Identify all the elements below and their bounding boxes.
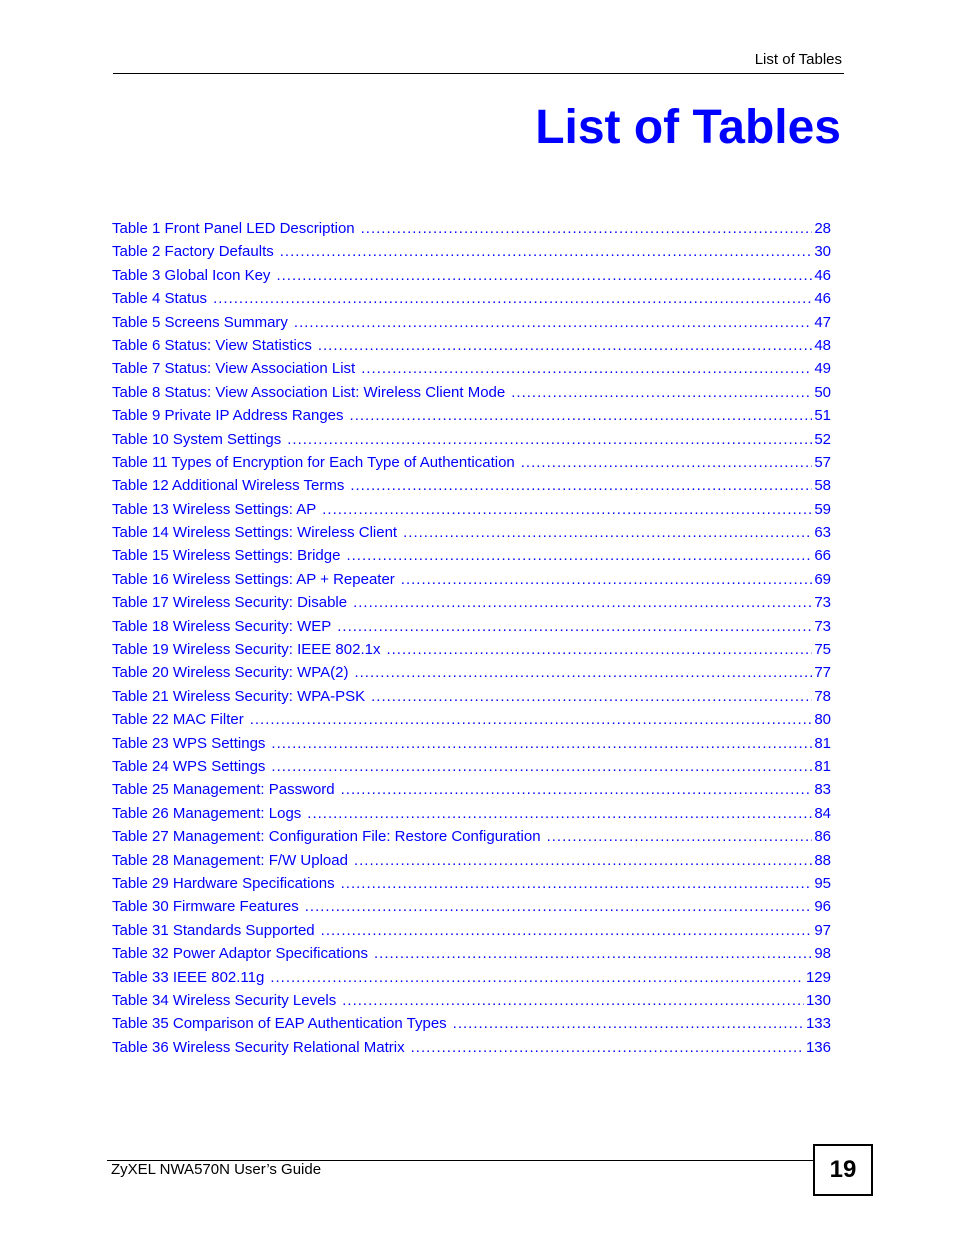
toc-entry-link[interactable] — [112, 544, 831, 567]
toc-entry-page: 83 — [814, 781, 831, 799]
toc-entry-label: Table 21 Wireless Security: WPA-PSK — [112, 687, 366, 705]
toc-dot-leader — [350, 404, 813, 427]
toc-entry-link[interactable] — [112, 498, 831, 521]
toc-dot-leader — [547, 825, 813, 848]
toc-dot-leader — [287, 428, 812, 451]
toc-dot-leader — [374, 942, 812, 965]
toc-entry-label: Table 35 Comparison of EAP Authentication Types — [112, 1015, 447, 1033]
toc-entry-link[interactable] — [112, 521, 831, 544]
toc-entry-label: Table 5 Screens Summary — [112, 313, 288, 331]
toc-entry-label: Table 12 Additional Wireless Terms — [112, 477, 345, 495]
toc-entry-page: 133 — [805, 1015, 831, 1033]
toc-dot-leader — [341, 778, 813, 801]
toc-dot-leader — [270, 966, 804, 989]
toc-entry-label: Table 2 Factory Defaults — [112, 243, 274, 261]
toc-dot-leader — [280, 240, 813, 263]
toc-entry-page: 75 — [814, 641, 831, 659]
toc-dot-leader — [322, 498, 812, 521]
toc-entry-page: 136 — [805, 1038, 831, 1056]
toc-entry-page: 50 — [814, 383, 831, 401]
toc-entry-label: Table 23 WPS Settings — [112, 734, 266, 752]
toc-dot-leader — [250, 708, 813, 731]
toc-entry-label: Table 7 Status: View Association List — [112, 360, 356, 378]
toc-dot-leader — [350, 474, 812, 497]
toc-entry-page: 97 — [814, 921, 831, 939]
toc-entry-label: Table 36 Wireless Security Relational Matrix — [112, 1038, 405, 1056]
toc-dot-leader — [294, 311, 812, 334]
toc-entry-label: Table 15 Wireless Settings: Bridge — [112, 547, 341, 565]
toc-entry-page: 66 — [814, 547, 831, 565]
toc-entry-link[interactable] — [112, 919, 831, 942]
toc-dot-leader — [386, 638, 812, 661]
toc-dot-leader — [411, 1036, 804, 1059]
toc-entry-label: Table 26 Management: Logs — [112, 804, 302, 822]
toc-entry-link[interactable] — [112, 1036, 831, 1059]
toc-entry-label: Table 18 Wireless Security: WEP — [112, 617, 332, 635]
toc-entry-page: 77 — [814, 664, 831, 682]
toc-entry-link[interactable] — [112, 708, 831, 731]
toc-entry-label: Table 11 Types of Encryption for Each Type of Authentication — [112, 453, 515, 471]
toc-entry-label: Table 28 Management: F/W Upload — [112, 851, 348, 869]
toc-entry-label: Table 16 Wireless Settings: AP + Repeater — [112, 570, 395, 588]
toc-entry-page: 78 — [814, 687, 831, 705]
toc-entry-label: Table 8 Status: View Association List: Wireless Client Mode — [112, 383, 506, 401]
toc-entry-link[interactable] — [112, 825, 831, 848]
toc-entry-page: 63 — [814, 524, 831, 542]
toc-entry-link[interactable] — [112, 732, 831, 755]
toc-entry-link[interactable] — [112, 240, 831, 263]
toc-dot-leader — [353, 591, 812, 614]
toc-entry-page: 46 — [814, 290, 831, 308]
toc-entry-label: Table 14 Wireless Settings: Wireless Client — [112, 524, 398, 542]
toc-entry-page: 73 — [814, 594, 831, 612]
toc-dot-leader — [342, 989, 804, 1012]
toc-entry-page: 48 — [814, 336, 831, 354]
toc-entry-link[interactable] — [112, 685, 831, 708]
running-header: List of Tables — [754, 51, 842, 68]
toc-entry-link[interactable] — [112, 802, 831, 825]
toc-entry-link[interactable] — [112, 638, 831, 661]
toc-dot-leader — [361, 217, 813, 240]
toc-entry-page: 28 — [814, 220, 831, 237]
toc-entry-label: Table 9 Private IP Address Ranges — [112, 407, 344, 425]
toc-entry-page: 51 — [814, 407, 831, 425]
toc-dot-leader — [213, 287, 812, 310]
toc-entry-page: 81 — [814, 734, 831, 752]
toc-entry-label: Table 3 Global Icon Key — [112, 266, 271, 284]
header-divider — [113, 73, 844, 74]
toc-entry-page: 52 — [814, 430, 831, 448]
toc-entry-page: 130 — [805, 991, 831, 1009]
toc-entry-label: Table 24 WPS Settings — [112, 757, 266, 775]
toc-dot-leader — [371, 685, 812, 708]
toc-entry-page: 96 — [814, 898, 831, 916]
toc-entry-page: 47 — [814, 313, 831, 331]
toc-dot-leader — [271, 732, 812, 755]
toc-entry-link[interactable] — [112, 287, 831, 310]
toc-dot-leader — [354, 661, 812, 684]
toc-entry-label: Table 34 Wireless Security Levels — [112, 991, 337, 1009]
toc-entry-label: Table 1 Front Panel LED Description — [112, 220, 355, 237]
toc-entry-page: 57 — [814, 453, 831, 471]
toc-entry-label: Table 33 IEEE 802.11g — [112, 968, 265, 986]
toc-entry-link[interactable] — [112, 334, 831, 357]
toc-entry-link[interactable] — [112, 381, 831, 404]
toc-entry-label: Table 19 Wireless Security: IEEE 802.1x — [112, 641, 381, 659]
toc-entry-page: 73 — [814, 617, 831, 635]
toc-entry-link[interactable] — [112, 989, 831, 1012]
toc-entry-label: Table 10 System Settings — [112, 430, 282, 448]
toc-entry-label: Table 4 Status — [112, 290, 208, 308]
toc-entry-label: Table 6 Status: View Statistics — [112, 336, 312, 354]
toc-entry-page: 46 — [814, 266, 831, 284]
toc-entry-link[interactable] — [112, 895, 831, 918]
toc-entry-link[interactable] — [112, 966, 831, 989]
toc-entry-page: 98 — [814, 945, 831, 963]
toc-dot-leader — [453, 1012, 804, 1035]
toc-entry-page: 58 — [814, 477, 831, 495]
toc-entry-label: Table 20 Wireless Security: WPA(2) — [112, 664, 349, 682]
toc-entry-link[interactable] — [112, 568, 831, 591]
toc-dot-leader — [321, 919, 813, 942]
toc-entry-label: Table 17 Wireless Security: Disable — [112, 594, 348, 612]
toc-dot-leader — [307, 802, 812, 825]
toc-entry-page: 69 — [814, 570, 831, 588]
toc-dot-leader — [341, 872, 813, 895]
toc-dot-leader — [511, 381, 812, 404]
toc-dot-leader — [271, 755, 812, 778]
toc-entry-label: Table 13 Wireless Settings: AP — [112, 500, 317, 518]
toc-entry-label: Table 27 Management: Configuration File: Restore Configuration — [112, 828, 541, 846]
toc-dot-leader — [403, 521, 812, 544]
toc-entry-link[interactable] — [112, 1012, 831, 1035]
toc-dot-leader — [346, 544, 812, 567]
toc-entry-page: 81 — [814, 757, 831, 775]
toc-entry-page: 49 — [814, 360, 831, 378]
toc-dot-leader — [354, 849, 812, 872]
toc-entry-link[interactable] — [112, 311, 831, 334]
toc-entry-link[interactable] — [112, 404, 831, 427]
toc-entry-link[interactable] — [112, 849, 831, 872]
toc-entry-page: 88 — [814, 851, 831, 869]
toc-entry-link[interactable] — [112, 474, 831, 497]
toc-entry-link[interactable] — [112, 591, 831, 614]
toc-dot-leader — [318, 334, 812, 357]
toc-entry-page: 95 — [814, 874, 831, 892]
toc-entry-link[interactable] — [112, 661, 831, 684]
toc-entry-page: 84 — [814, 804, 831, 822]
toc-entry-page: 129 — [805, 968, 831, 986]
toc-entry-label: Table 32 Power Adaptor Specifications — [112, 945, 368, 963]
toc-dot-leader — [521, 451, 813, 474]
page-number: 19 — [813, 1144, 873, 1196]
toc-dot-leader — [337, 615, 812, 638]
toc-dot-leader — [361, 357, 812, 380]
toc-entry-page: 30 — [814, 243, 831, 261]
toc-entry-page: 80 — [814, 711, 831, 729]
toc-entry-page: 59 — [814, 500, 831, 518]
toc-dot-leader — [305, 895, 813, 918]
toc-entry-page: 86 — [814, 828, 831, 846]
toc-entry-link[interactable] — [112, 428, 831, 451]
page-title: List of Tables — [535, 101, 841, 154]
toc-dot-leader — [276, 264, 812, 287]
toc-entry-link[interactable] — [112, 615, 831, 638]
toc-entry-link[interactable] — [112, 778, 831, 801]
toc-entry-link[interactable] — [112, 872, 831, 895]
toc-entry-label: Table 30 Firmware Features — [112, 898, 299, 916]
toc-entry-link[interactable] — [112, 451, 831, 474]
toc-dot-leader — [401, 568, 813, 591]
toc-entry-link[interactable] — [112, 755, 831, 778]
toc-entry-label: Table 31 Standards Supported — [112, 921, 315, 939]
footer-guide-title: ZyXEL NWA570N User’s Guide — [111, 1161, 322, 1178]
toc-entry-label: Table 25 Management: Password — [112, 781, 335, 799]
toc-entry-link[interactable] — [112, 217, 831, 240]
toc-entry-link[interactable] — [112, 942, 831, 965]
toc-entry-label: Table 29 Hardware Specifications — [112, 874, 335, 892]
table-of-contents — [112, 217, 831, 1059]
toc-entry-label: Table 22 MAC Filter — [112, 711, 244, 729]
toc-entry-link[interactable] — [112, 264, 831, 287]
toc-entry-link[interactable] — [112, 357, 831, 380]
